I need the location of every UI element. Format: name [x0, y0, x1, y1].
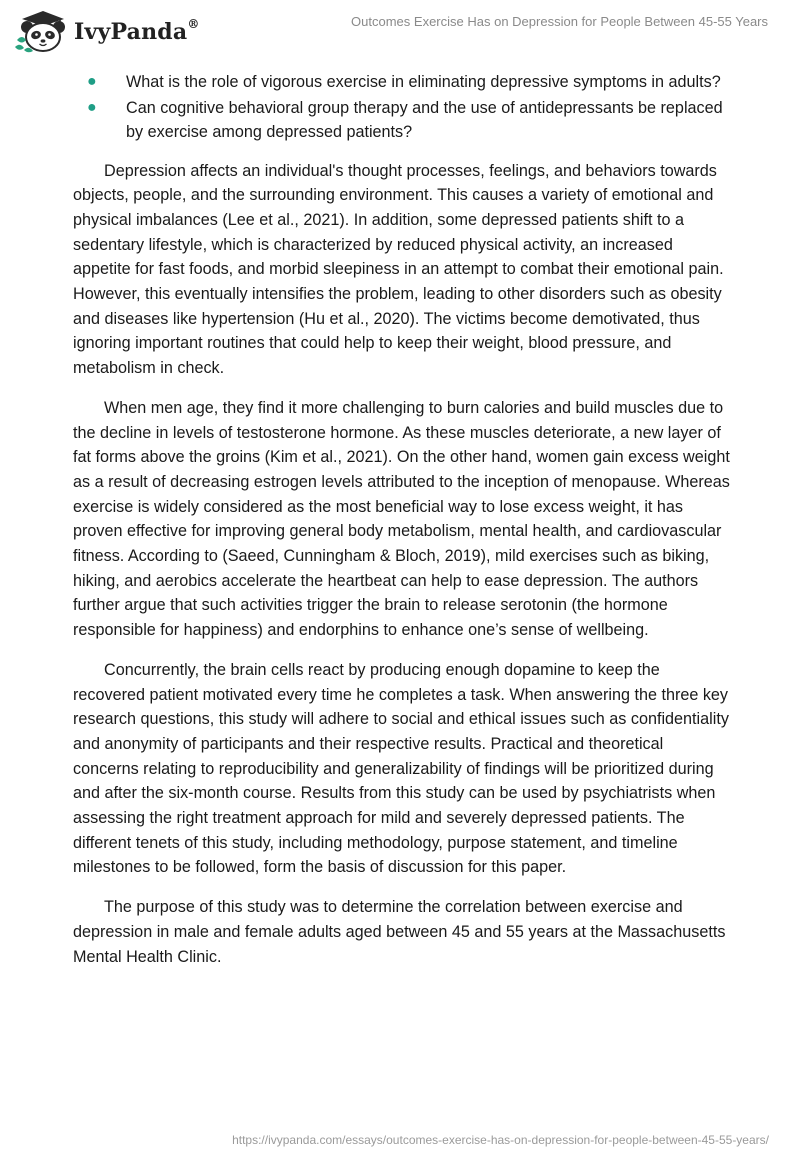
paragraph: When men age, they find it more challenging to burn calories and build muscles due to the decline in levels of testosterone hormone. As these muscles deteriorate, a new layer of fat forms above the groins (Kim et al., 2021). On the other hand, women gain excess weight as a result of decreasing estrogen levels attributed to the inception of menopause. Whereas exercise is widely considered as the most beneficial way to lose excess weight, it has proven effective for improving general body metabolism, mental health, and cardiovascular fitness. According to (Saeed, Cunningham & Bloch, 2019), mild exercises such as biking, hiking, and aerobics accelerate the heartbeat can help to ease depression. The authors further argue that such activities trigger the brain to release serotonin (the hormone responsible for happiness) and endorphins to enhance one’s sense of wellbeing.: [73, 398, 730, 640]
page-header: [0, 0, 800, 60]
logo-wordmark: IvyPanda®: [74, 17, 200, 45]
bullet-dot-icon: ●: [87, 73, 97, 90]
ivypanda-logo[interactable]: [14, 10, 200, 54]
list-item-text: What is the role of vigorous exercise in eliminating depressive symptoms in adults?: [126, 73, 721, 91]
paragraph: The purpose of this study was to determine the correlation between exercise and depression in male and female adults aged between 45 and 55 years at the Massachusetts Mental Health Clinic.: [73, 898, 726, 966]
list-item: [73, 96, 733, 145]
panda-graduate-icon: [14, 10, 72, 54]
paragraph: Concurrently, the brain cells react by producing enough dopamine to keep the recovered patient motivated every time he completes a task. When answering the three key research questions, this study will adhere to social and ethical issues such as confidentiality and anonymity of participants and their respective results. Practical and theoretical concerns relating to reproducibility and generalizability of findings will be prioritized during and after the six-month course. Results from this study can be used by psychiatrists when assessing the right treatment approach for mild and severely depressed patients. The different tenets of this study, including methodology, purpose statement, and timeline milestones to be followed, form the basis of discussion for this paper.: [73, 660, 729, 877]
source-url-link[interactable]: https://ivypanda.com/essays/outcomes-exercise-has-on-depression-for-people-between-45-55-years/: [232, 1133, 769, 1147]
essay-body: [73, 70, 733, 984]
list-item: [73, 70, 733, 95]
research-questions-list: [73, 70, 733, 145]
paragraph: Depression affects an individual's thought processes, feelings, and behaviors towards objects, people, and the surrounding environment. This causes a variety of emotional and physical imbalances (Lee et al., 2021). In addition, some depressed patients shift to a sedentary lifestyle, which is characterized by reduced physical activity, an increased appetite for fast foods, and morbid sleepiness in an attempt to combat their emotional pain. However, this eventually intensifies the problem, leading to other disorders such as obesity and diseases like hypertension (Hu et al., 2020). The victims become demotivated, thus ignoring important routines that could help to keep their weight, blood pressure, and metabolism in check.: [73, 161, 724, 378]
bullet-dot-icon: ●: [87, 98, 97, 116]
list-item-text: Can cognitive behavioral group therapy and the use of antidepressants be replaced by exercise among depressed patients?: [126, 98, 723, 141]
document-title: Outcomes Exercise Has on Depression for People Between 45-55 Years: [351, 14, 768, 29]
